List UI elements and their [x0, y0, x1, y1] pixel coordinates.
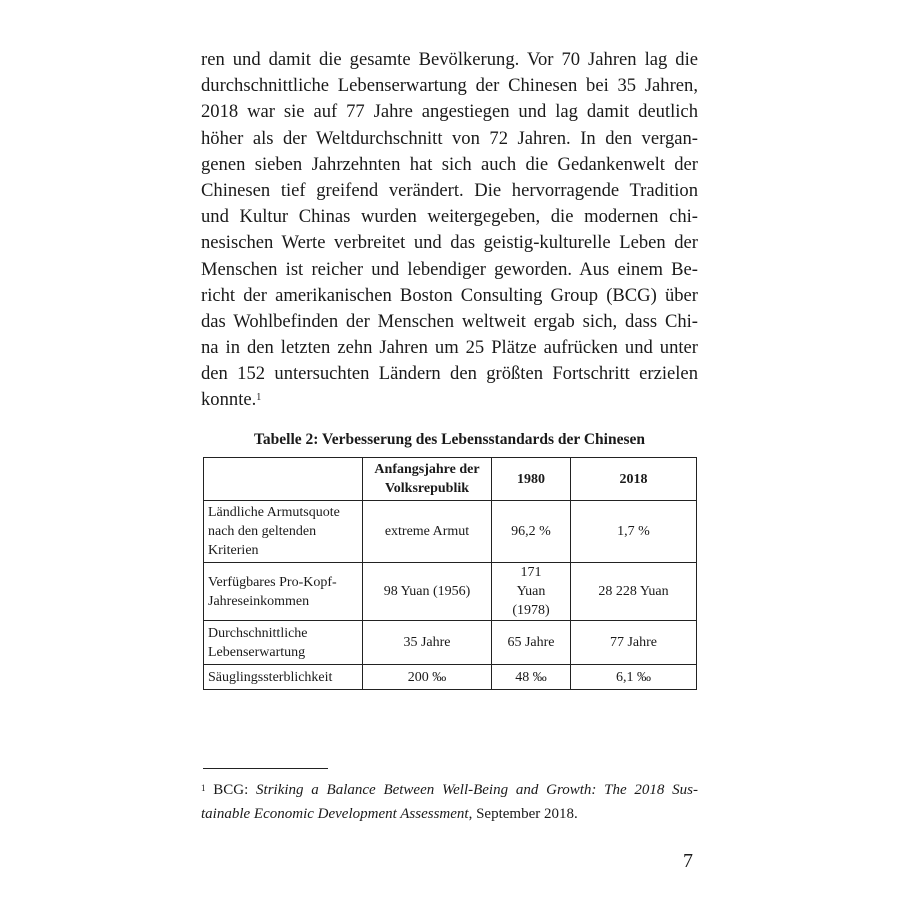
footnote-line: [201, 778, 698, 802]
body-line: genen sieben Jahrzehnten hat sich auch die Gedankenwelt der: [201, 153, 698, 175]
table-row: [204, 665, 697, 690]
table-cell: 1,7 %: [571, 501, 697, 563]
table-cell: 6,1 ‰: [571, 665, 697, 690]
footnote-suffix: , September 2018.: [468, 806, 578, 822]
table-cell: 35 Jahre: [363, 621, 492, 665]
living-standards-table: [203, 457, 697, 690]
body-line: richt der amerikanischen Boston Consulting Group (BCG) über: [201, 284, 698, 306]
body-line: und Kultur Chinas wurden weitergegeben, die modernen chi-: [201, 206, 698, 228]
table-cell: 28 228 Yuan: [571, 563, 697, 621]
table-caption: Tabelle 2: Verbesserung des Lebensstandards der Chinesen: [253, 431, 645, 448]
body-line-text: konnte.: [201, 389, 257, 411]
table-cell: extreme Armut: [363, 501, 492, 563]
table-header-row: [204, 458, 697, 501]
body-line-last: [201, 387, 698, 413]
footnote-divider: [203, 768, 328, 769]
table-header-empty: [204, 458, 363, 501]
footnote-marker: 1: [256, 392, 262, 404]
table-row: [204, 563, 697, 621]
page-number: 7: [683, 850, 693, 872]
table-row-label: Verfügbares Pro-Kopf-Jahreseinkommen: [204, 563, 363, 621]
body-line: Chinesen tief greifend verändert. Die hervorragende Tradition: [201, 179, 698, 201]
body-line: nesischen Werte verbreitet und das geistig-kulturelle Leben der: [201, 232, 698, 254]
table-row: [204, 621, 697, 665]
table-cell: 48 ‰: [492, 665, 571, 690]
body-line: na in den letzten zehn Jahren um 25 Plätze aufrücken und unter: [201, 337, 698, 359]
table-cell: 200 ‰: [363, 665, 492, 690]
table-header-1980: 1980: [492, 458, 571, 501]
table-header-early-years: Anfangsjahre der Volksrepublik: [363, 458, 492, 501]
footnote-prefix: BCG:: [213, 782, 257, 798]
table-row: [204, 501, 697, 563]
body-line: das Wohlbefinden der Menschen weltweit ergab sich, dass Chi-: [201, 310, 698, 332]
body-line: 2018 war sie auf 77 Jahre angestiegen und lag damit deutlich: [201, 101, 698, 123]
table-header-2018: 2018: [571, 458, 697, 501]
table-cell: 96,2 %: [492, 501, 571, 563]
table-cell: 171 Yuan (1978): [492, 563, 571, 621]
body-text: [201, 47, 698, 414]
body-line: den 152 untersuchten Ländern den größten Fortschritt erzielen: [201, 363, 698, 385]
table-cell: 98 Yuan (1956): [363, 563, 492, 621]
table-row-label: Ländliche Armutsquote nach den geltenden Kriterien: [204, 501, 363, 563]
body-line: Menschen ist reicher und lebendiger geworden. Aus einem Be-: [201, 258, 698, 280]
footnote-line-last: [201, 802, 698, 826]
footnote: [201, 778, 698, 826]
table-row-label: Säuglingssterblichkeit: [204, 665, 363, 690]
table-cell: 77 Jahre: [571, 621, 697, 665]
body-line: höher als der Weltdurchschnitt von 72 Jahren. In den vergan-: [201, 127, 698, 149]
table-row-label: Durchschnittliche Lebenserwartung: [204, 621, 363, 665]
table-cell: 65 Jahre: [492, 621, 571, 665]
footnote-title: Striking a Balance Between Well-Being and Growth: The 2018 Sus-: [256, 782, 698, 798]
body-line: ren und damit die gesamte Bevölkerung. Vor 70 Jahren lag die: [201, 49, 698, 70]
footnote-title-cont: tainable Economic Development Assessment: [201, 806, 469, 822]
body-line: durchschnittliche Lebenserwartung der Chinesen bei 35 Jahren,: [201, 75, 698, 97]
footnote-number: 1: [201, 783, 206, 793]
